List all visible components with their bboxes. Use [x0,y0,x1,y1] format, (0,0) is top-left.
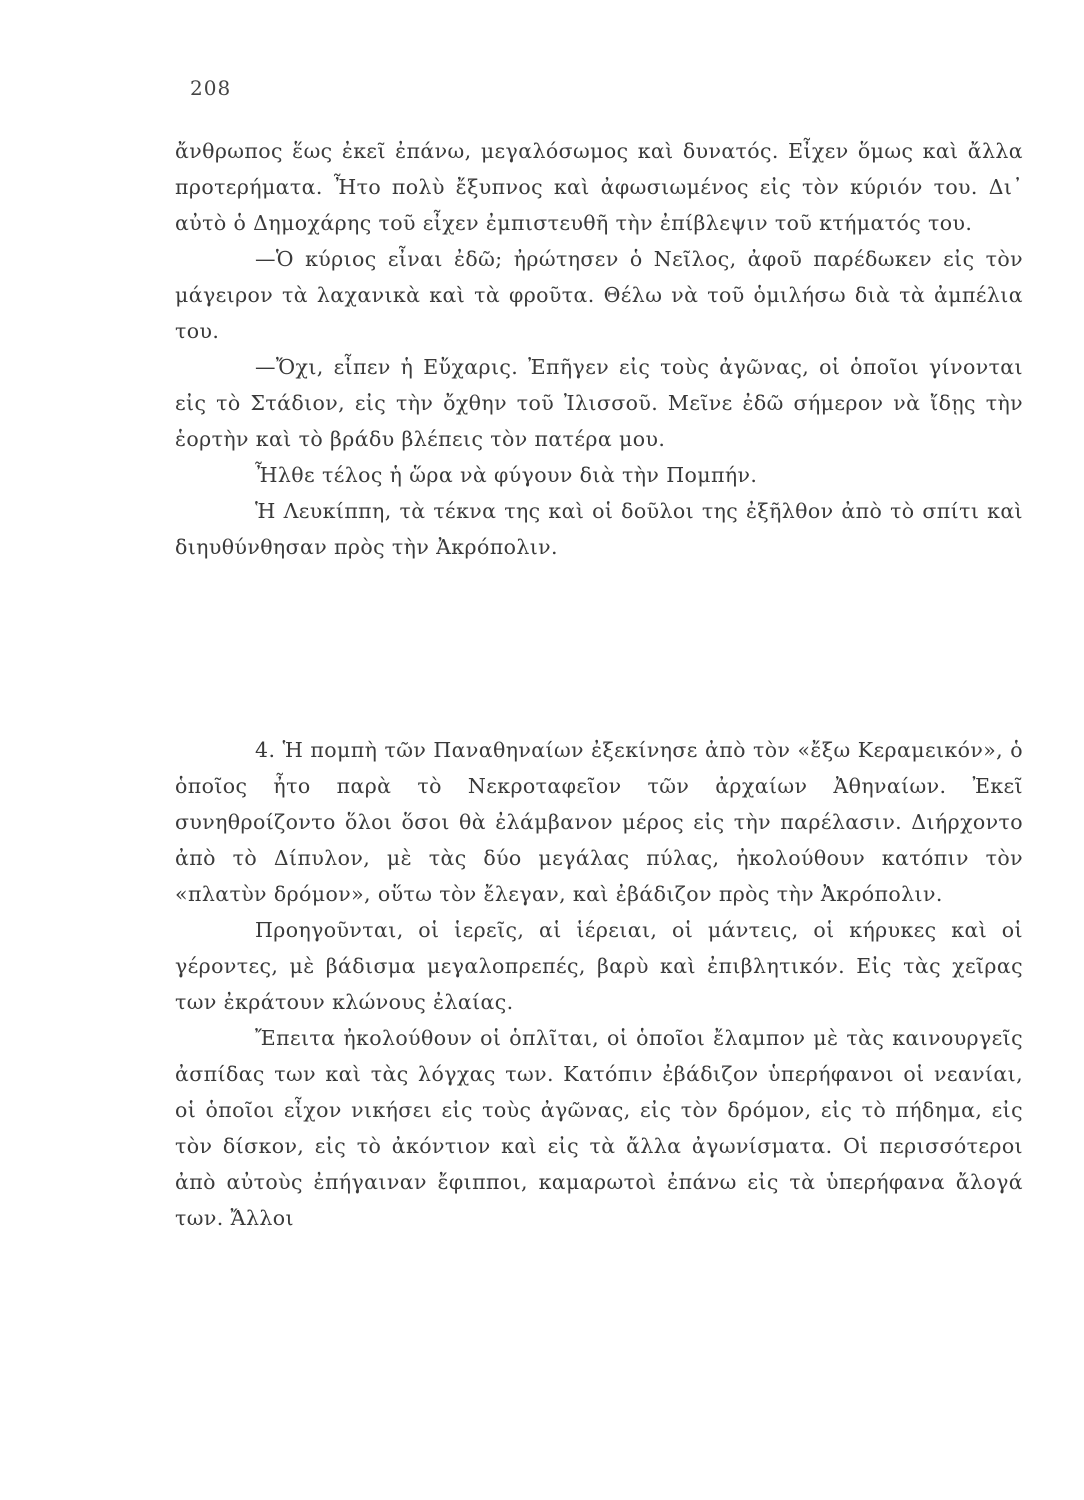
page-number: 208 [190,76,232,100]
paragraph: Ἦλθε τέλος ἡ ὥρα νὰ φύγουν διὰ τὴν Πομπήν. [255,463,758,487]
paragraph: Προηγοῦνται, οἱ ἱερεῖς, αἱ ἱέρειαι, οἱ μάντεις, οἱ κήρυκες καὶ οἱ γέροντες, μὲ βάδισμα μεγαλοπρεπές, βαρὺ καὶ ἐπιβλητικόν. Εἰς τὰς χεῖρας των ἐκράτουν κλώνους ἐλαίας. [175,918,1023,1014]
text-section-1 [175,133,1023,565]
paragraph: ἄνθρωπος ἕως ἐκεῖ ἐπάνω, μεγαλόσωμος καὶ δυνατός. Εἶχεν ὅμως καὶ ἄλλα προτερήματα. Ἦτο πολὺ ἔξυπνος καὶ ἀφωσιωμένος εἰς τὸν κύριόν του. Δι᾽ αὐτὸ ὁ Δημοχάρης τοῦ εἶχεν ἐμπιστευθῆ τὴν ἐπίβλεψιν τοῦ κτήματός του. [175,139,1023,235]
text-section-2 [175,732,1023,1236]
paragraph: Ἡ Λευκίππη, τὰ τέκνα της καὶ οἱ δοῦλοι της ἐξῆλθον ἀπὸ τὸ σπίτι καὶ διηυθύνθησαν πρὸς τὴν Ἀκρόπολιν. [175,499,1023,559]
paragraph: Ἔπειτα ἠκολούθουν οἱ ὁπλῖται, οἱ ὁποῖοι ἔλαμπον μὲ τὰς καινουργεῖς ἀσπίδας των καὶ τὰς λόγχας των. Κατόπιν ἐβάδιζον ὑπερήφανοι οἱ νεανίαι, οἱ ὁποῖοι εἶχον νικήσει εἰς τοὺς ἀγῶνας, εἰς τὸν δρόμον, εἰς τὸ πήδημα, εἰς τὸν δίσκον, εἰς τὸ ἀκόντιον καὶ εἰς τὰ ἄλλα ἀγωνίσματα. Οἱ περισσότεροι ἀπὸ αὐτοὺς ἐπήγαιναν ἔφιπποι, καμαρωτοὶ ἐπάνω εἰς τὰ ὑπερήφανα ἄλογά των. Ἄλλοι [175,1026,1023,1230]
paragraph: —Ὁ κύριος εἶναι ἐδῶ; ἠρώτησεν ὁ Νεῖλος, ἀφοῦ παρέδωκεν εἰς τὸν μάγειρον τὰ λαχανικὰ καὶ τὰ φροῦτα. Θέλω νὰ τοῦ ὁμιλήσω διὰ τὰ ἀμπέλια του. [175,247,1023,343]
numbered-paragraph: 4. Ἡ πομπὴ τῶν Παναθηναίων ἐξεκίνησε ἀπὸ τὸν «ἔξω Κεραμεικόν», ὁ ὁποῖος ἦτο παρὰ τὸ Νεκροταφεῖον τῶν ἀρχαίων Ἀθηναίων. Ἐκεῖ συνηθροίζοντο ὅλοι ὅσοι θὰ ἐλάμβανον μέρος εἰς τὴν παρέλασιν. Διήρχοντο ἀπὸ τὸ Δίπυλον, μὲ τὰς δύο μεγάλας πύλας, ἠκολούθουν κατόπιν τὸν «πλατὺν δρόμον», οὕτω τὸν ἔλεγαν, καὶ ἐβάδιζον πρὸς τὴν Ἀκρόπολιν. [175,738,1023,906]
paragraph: —Ὄχι, εἶπεν ἡ Εὔχαρις. Ἐπῆγεν εἰς τοὺς ἀγῶνας, οἱ ὁποῖοι γίνονται εἰς τὸ Στάδιον, εἰς τὴν ὄχθην τοῦ Ἰλισσοῦ. Μεῖνε ἐδῶ σήμερον νὰ ἴδῃς τὴν ἑορτὴν καὶ τὸ βράδυ βλέπεις τὸν πατέρα μου. [175,355,1023,451]
